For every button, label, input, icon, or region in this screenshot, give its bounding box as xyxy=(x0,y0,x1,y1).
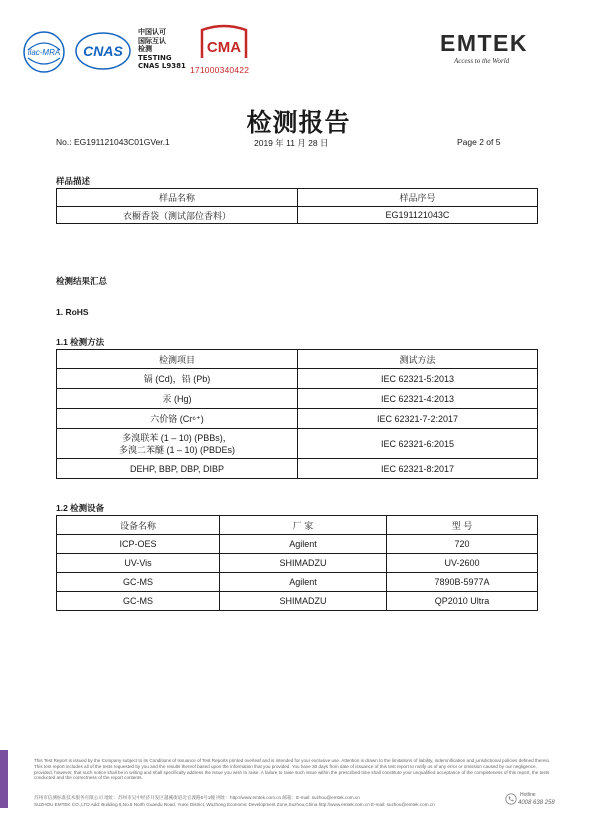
report-date: 2019 年 11 月 28 日 xyxy=(254,138,329,148)
svg-text:CNAS: CNAS xyxy=(83,43,123,59)
methods-table xyxy=(56,349,538,479)
methods-heading: 1.1 检测方法 xyxy=(56,337,105,347)
table-row xyxy=(57,573,538,592)
summary-heading: 检测结果汇总 xyxy=(56,276,108,286)
table-cell: DEHP, BBP, DBP, DIBP xyxy=(57,459,298,479)
cma-code: 171000340422 xyxy=(190,65,250,75)
footer-disclaimer: This Test Report is issued by the Company subject to its Conditions of Issuance of Test Reports printed overleaf and is intended for your exclusive use. Attention is drawn to the limitations of liability, indemnification and jurisdictional policies defined therein. This test report includes all of the tests requested by you and the results thereof based upon the information that you provided. You have 30 days from date of issuance of this test report to notify us of any error or omission caused by our negligence, provided, however, that such notice shall be in writing and shall specifically address the issue you wish to raise. A failure to raise such issue within the prescribed time shall constitute your unqualified acceptance of the completeness of this report, the tests conducted and the correctness of the report contents. xyxy=(34,758,551,781)
brand-logo: EMTEK xyxy=(440,30,528,56)
cma-logo xyxy=(198,24,250,62)
footer-address-en: SUZHOU EMTEK CO.,LTD Add: Building 5,No.5 North Guandu Road, Yuexi District, Wuzhong Economic Development Zone,Suzhou,China http://www.emtek.com.cn E-mail: suzhou@emtek.com.cn xyxy=(34,802,435,807)
table-row xyxy=(57,535,538,554)
table-cell: 镉 (Cd)，铅 (Pb) xyxy=(57,369,298,389)
table-cell: Agilent xyxy=(220,535,387,554)
table-row xyxy=(57,409,538,429)
sample-table xyxy=(56,188,538,224)
table-cell: Agilent xyxy=(220,573,387,592)
svg-text:CMA: CMA xyxy=(206,39,242,56)
table-row xyxy=(57,554,538,573)
column-header: 样品序号 xyxy=(298,189,538,207)
table-cell: ICP-OES xyxy=(57,535,220,554)
table-row xyxy=(57,389,538,409)
table-cell: UV-2600 xyxy=(387,554,538,573)
report-number: No.: EG191121043C01GVer.1 xyxy=(56,137,170,147)
table-row xyxy=(57,369,538,389)
ilac-mra-logo xyxy=(22,30,66,74)
column-header: 厂 家 xyxy=(220,516,387,535)
table-cell: QP2010 Ultra xyxy=(387,592,538,611)
sample-heading: 样品描述 xyxy=(56,176,91,186)
hotline-label: Hotline xyxy=(520,792,536,798)
phone-icon xyxy=(505,793,517,805)
table-cell: 六价铬 (Cr⁶⁺) xyxy=(57,409,298,429)
table-row xyxy=(57,459,538,479)
table-cell: IEC 62321-6:2015 xyxy=(298,429,538,459)
column-header: 测试方法 xyxy=(298,350,538,369)
table-cell: 7890B-5977A xyxy=(387,573,538,592)
cnas-certification-text: 中国认可 国际互认 检测 TESTING CNAS L9381 xyxy=(138,28,186,71)
table-cell: GC-MS xyxy=(57,573,220,592)
document-title: 检测报告 xyxy=(246,108,351,137)
column-header: 设备名称 xyxy=(57,516,220,535)
column-header: 检测项目 xyxy=(57,350,298,369)
table-cell: UV-Vis xyxy=(57,554,220,573)
column-header: 型 号 xyxy=(387,516,538,535)
hotline-number: 4008 638 258 xyxy=(518,800,555,806)
cnas-logo xyxy=(74,30,132,72)
table-cell: IEC 62321-7-2:2017 xyxy=(298,409,538,429)
table-cell: GC-MS xyxy=(57,592,220,611)
table-cell: EG191121043C xyxy=(298,207,538,224)
svg-text:ilac-MRA: ilac-MRA xyxy=(27,48,61,57)
table-cell: IEC 62321-4:2013 xyxy=(298,389,538,409)
footer-address-cn: 苏州市信测标准技术服务有限公司 地址：苏州市吴中经济开发区越溪街道北官渡路5号1幢 网址：http://www.emtek.com.cn 邮箱：E-mail: suzhou@emtek.com.cn xyxy=(34,795,360,800)
table-row xyxy=(57,592,538,611)
side-accent-bar xyxy=(0,750,8,808)
table-cell: SHIMADZU xyxy=(220,554,387,573)
equipment-table xyxy=(56,515,538,611)
table-cell: IEC 62321-8:2017 xyxy=(298,459,538,479)
page-number: Page 2 of 5 xyxy=(457,137,501,147)
table-cell: 720 xyxy=(387,535,538,554)
table-cell: SHIMADZU xyxy=(220,592,387,611)
equipment-heading: 1.2 检测设备 xyxy=(56,503,105,513)
table-cell: 多溴联苯 (1 – 10) (PBBs)， 多溴二苯醚 (1 – 10) (PBDEs) xyxy=(57,429,298,459)
table-cell: IEC 62321-5:2013 xyxy=(298,369,538,389)
column-header: 样品名称 xyxy=(57,189,298,207)
table-row xyxy=(57,207,538,224)
table-row xyxy=(57,429,538,459)
table-cell: 汞 (Hg) xyxy=(57,389,298,409)
table-cell: 衣橱香袋（测试部位香料） xyxy=(57,207,298,224)
brand-tagline: Access to the World xyxy=(454,57,510,65)
rohs-heading: 1. RoHS xyxy=(56,307,89,317)
